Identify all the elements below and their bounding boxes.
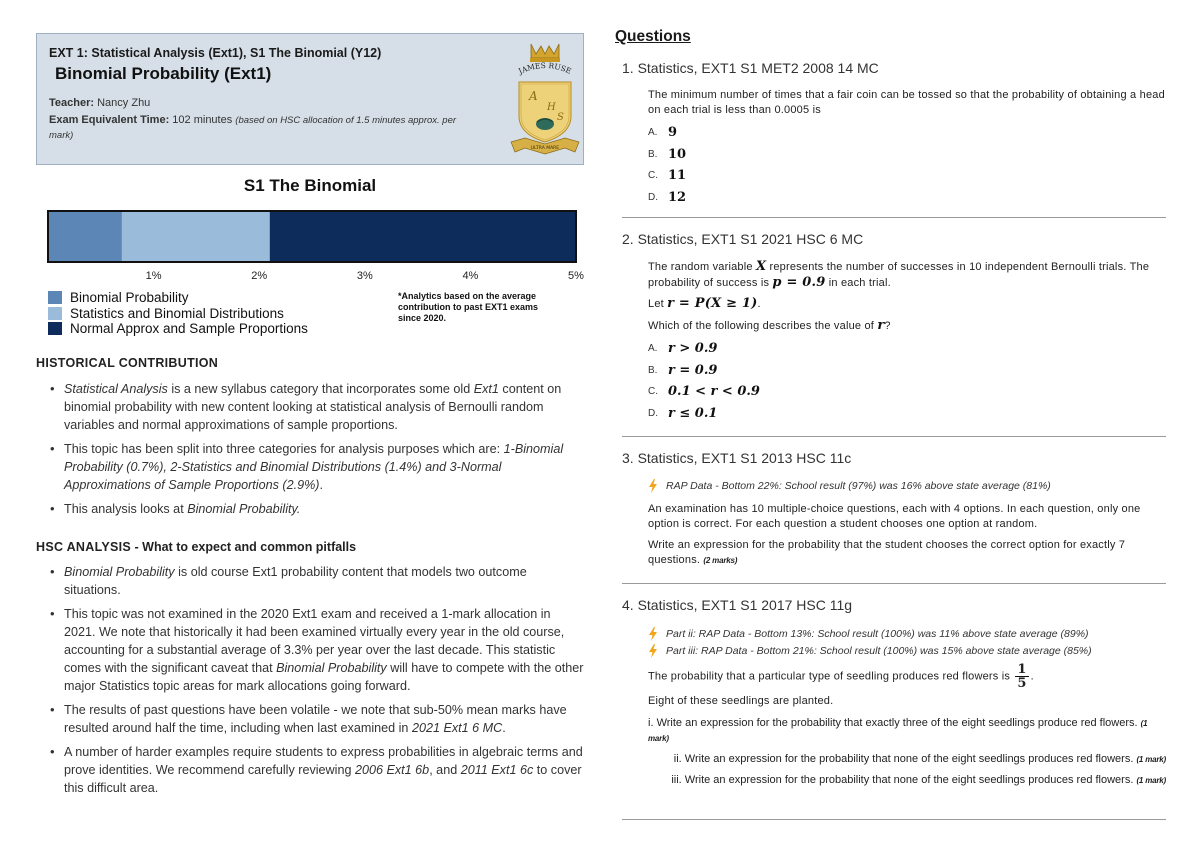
option-a[interactable] (648, 338, 1166, 360)
bullet-text: The results of past questions have been volatile - we note that sub-50% mean marks have resulted around half the time, including when last examined in (64, 703, 567, 735)
question-text (648, 259, 1166, 291)
option-letter: B. (648, 364, 658, 376)
historical-heading: HISTORICAL CONTRIBUTION (36, 356, 219, 370)
legend-item-statistics (48, 306, 308, 322)
bullet-text: Binomial Probability. (187, 502, 301, 516)
part-ii (648, 752, 1166, 767)
bullet-text: . (502, 721, 506, 735)
bullet-text: to cover this difficult area. (64, 763, 582, 795)
bullet-text: . (319, 478, 323, 492)
text-part: Let (648, 298, 668, 310)
bullet-text: 1-Binomial Probability (0.7%), 2-Statistics and Binomial Distributions (1.4%) and 3-Normal Approximations of Sample Proportions (2.9%) (64, 442, 564, 492)
divider (622, 819, 1166, 820)
marks-label: (1 mark) (1136, 755, 1166, 764)
option-b[interactable] (648, 360, 1166, 382)
part-text: Write an expression for the probability that none of the eight seedlings produces red flowers. (684, 753, 1134, 765)
let-line (648, 296, 1166, 312)
question-text-2: Eight of these seedlings are planted. (648, 695, 834, 707)
bars-group (48, 212, 576, 261)
rap-text: RAP Data - Bottom 22%: School result (97%) was 16% above state average (81%) (666, 479, 1051, 492)
exam-time-line (49, 113, 469, 143)
bullet-text: Ext1 (473, 382, 499, 396)
bullet-item (50, 500, 585, 518)
option-value: r ≤ 0.1 (668, 405, 718, 421)
option-letter: C. (648, 386, 658, 398)
legend-label: Normal Approx and Sample Proportions (70, 321, 308, 337)
svg-text:JAMES RUSE (516, 61, 573, 76)
text-part: . (1030, 670, 1034, 683)
option-d[interactable] (648, 187, 1166, 209)
legend-item-binomial (48, 290, 308, 306)
lightning-icon (648, 479, 658, 493)
lightning-icon (648, 644, 658, 658)
question-title: 1. Statistics, EXT1 S1 MET2 2008 14 MC (622, 60, 879, 76)
option-letter: B. (648, 148, 658, 160)
question-3 (622, 450, 1166, 568)
teacher-name: Nancy Zhu (97, 97, 151, 109)
logo-text: JAMES RUSE (517, 60, 573, 76)
text-part: in each trial. (825, 277, 891, 289)
rap-data-line (648, 642, 1166, 659)
logo-letter-a: A (529, 89, 538, 103)
logo-motto: ULTRA MARE (530, 146, 560, 151)
bullet-text: A number of harder examples require students to express probabilities in algebraic terms and prove identities. We recommend carefully reviewing (64, 745, 583, 777)
question-1 (622, 60, 1166, 208)
option-value: 12 (668, 189, 687, 205)
bullet-item (50, 701, 585, 737)
question-text (648, 663, 1166, 690)
questions-heading: Questions (615, 28, 691, 45)
page-title: Binomial Probability (Ext1) (55, 64, 272, 83)
rap-data-line (648, 625, 1166, 642)
rap-text: Part ii: RAP Data - Bottom 13%: School result (100%) was 11% above state average (89%) (666, 627, 1089, 640)
marks-label: (1 mark) (1136, 776, 1166, 785)
part-label: iii. (671, 774, 682, 786)
fraction-denominator: 5 (1017, 676, 1027, 691)
bullet-text: This topic was not examined in the 2020 Ext1 exam and received a 1-mark allocation in 2021. We note that historically it had been examined virtually every year in the old course, accounting for a substantial average of 3.3% per year over the last decade. This statistic comes with the significant caveat that (64, 607, 565, 675)
chart-title: S1 The Binomial (243, 176, 377, 195)
bullet-item (50, 605, 585, 695)
x-tick-label: 3% (356, 270, 373, 282)
option-value: 9 (668, 125, 678, 141)
bullet-item (50, 380, 585, 434)
x-tick-label: 1% (145, 270, 162, 282)
hsc-heading (36, 540, 356, 554)
bullet-text: will have to compete with the other major Statistics topic areas for mark allocations going forward. (64, 661, 584, 693)
question-title: 2. Statistics, EXT1 S1 2021 HSC 6 MC (622, 231, 864, 247)
bullet-item (50, 563, 585, 599)
question-text: An examination has 10 multiple-choice questions, each with 4 options. In each question, only one option is correct. For each question a student chooses one option at random. (648, 503, 1141, 530)
divider (622, 217, 1166, 218)
text-part: The probability that a particular type of seedling produces red flowers is (648, 670, 1014, 683)
question-title: 3. Statistics, EXT1 S1 2013 HSC 11c (622, 450, 852, 466)
divider (622, 583, 1166, 584)
option-value: r > 0.9 (668, 341, 718, 357)
option-value: 10 (668, 146, 687, 162)
hsc-heading-main: HSC ANALYSIS (36, 540, 132, 554)
prompt-text: Write an expression for the probability that the student chooses the correct option for exactly 7 questions. (648, 539, 1126, 566)
teacher-label: Teacher: (49, 97, 95, 109)
text-part: . (757, 298, 761, 310)
bullet-text: is a new syllabus category that incorporates some old (167, 382, 474, 396)
option-value: r = 0.9 (668, 362, 718, 378)
text-part: ? (884, 320, 891, 332)
bullet-text: 2011 Ext1 6c (460, 763, 534, 777)
historical-bullets (50, 380, 585, 524)
logo-letter-h: H (547, 102, 556, 113)
options-list (648, 122, 1166, 208)
subject-line: EXT 1: Statistical Analysis (Ext1), S1 The Binomial (Y12) (49, 46, 382, 60)
legend-label: Binomial Probability (70, 290, 189, 306)
bullet-text: Binomial Probability (64, 565, 175, 579)
legend-swatch (48, 307, 62, 320)
option-letter: D. (648, 407, 658, 419)
bullet-text: This topic has been split into three categories for analysis purposes which are: (64, 442, 504, 456)
part-iii (648, 773, 1166, 788)
bullet-text: content on binomial probability with new content looking at statistical analysis of Bernoulli random variables and normal approximations of sample proportions. (64, 382, 562, 432)
text-part: The random variable (648, 261, 756, 273)
exam-time-note: (based on HSC allocation of 1.5 minutes approx. per mark) (49, 115, 457, 141)
part-label: i. (648, 717, 654, 729)
math-expr: p = 0.9 (772, 275, 826, 290)
x-tick-label: 5% (568, 270, 584, 282)
text-part: represents the number of successes in 10 independent Bernoulli trials. The probability of success is (648, 261, 1150, 289)
option-c[interactable] (648, 165, 1166, 187)
bar-segment-3 (270, 212, 576, 261)
school-crest-icon (505, 38, 585, 162)
bullet-text: , and (429, 763, 461, 777)
marks-label: (2 marks) (703, 556, 738, 565)
hsc-heading-sub: - What to expect and common pitfalls (131, 540, 357, 554)
x-tick-label: 2% (251, 270, 268, 282)
math-var: X (755, 259, 767, 274)
exam-time-value: 102 minutes (172, 114, 233, 126)
part-label: ii. (673, 753, 682, 765)
text-part: Which of the following describes the value of (648, 320, 878, 332)
bullet-text: 2006 Ext1 6b (354, 763, 430, 777)
part-i (648, 716, 1166, 746)
bullet-text: This analysis looks at (64, 502, 188, 516)
options-list (648, 338, 1166, 424)
question-text: The minimum number of times that a fair coin can be tossed so that the probability of obtaining a head on each trial is less than 0.0005 is (648, 89, 1165, 116)
hsc-bullets (50, 563, 585, 803)
bar-segment-2 (122, 212, 270, 261)
question-prompt (648, 538, 1166, 568)
option-a[interactable] (648, 122, 1166, 144)
legend-item-normal (48, 321, 308, 337)
stacked-bar-chart (36, 205, 584, 285)
divider (622, 436, 1166, 437)
teacher-line (49, 97, 150, 109)
option-letter: D. (648, 191, 658, 203)
fraction (1015, 663, 1028, 690)
lightning-icon (648, 627, 658, 641)
which-line (648, 318, 1166, 334)
bullet-text: Statistical Analysis (64, 382, 168, 396)
legend-swatch (48, 322, 62, 335)
bullet-item (50, 440, 585, 494)
option-d[interactable] (648, 403, 1166, 425)
header-box (36, 33, 584, 165)
bullet-item (50, 743, 585, 797)
marks-label: (1 mark) (648, 719, 1148, 743)
chart-legend (48, 290, 308, 337)
bullet-text: is old course Ext1 probability content that models two outcome situations. (64, 565, 527, 597)
question-title: 4. Statistics, EXT1 S1 2017 HSC 11g (622, 597, 853, 613)
rap-text: Part iii: RAP Data - Bottom 21%: School result (100%) was 15% above state average (85%) (666, 644, 1092, 657)
option-letter: A. (648, 343, 658, 355)
question-2 (622, 231, 1166, 424)
legend-swatch (48, 291, 62, 304)
option-value: 11 (668, 168, 687, 184)
option-b[interactable] (648, 144, 1166, 166)
bullet-text: 2021 Ext1 6 MC (411, 721, 503, 735)
legend-label: Statistics and Binomial Distributions (70, 305, 284, 321)
math-expr: r = P(X ≥ 1) (667, 296, 758, 311)
exam-time-label: Exam Equivalent Time: (49, 114, 170, 126)
part-text: Write an expression for the probability that exactly three of the eight seedlings produce red flowers. (656, 717, 1138, 729)
x-tick-label: 4% (462, 270, 479, 282)
chart-note: *Analytics based on the average contribution to past EXT1 exams since 2020. (398, 291, 539, 323)
option-c[interactable] (648, 381, 1166, 403)
tick-labels-group (146, 270, 584, 282)
bar-segment-1 (48, 212, 122, 261)
option-value: 0.1 < r < 0.9 (668, 384, 760, 400)
part-text: Write an expression for the probability that none of the eight seedlings produces red flowers. (684, 774, 1134, 786)
math-var: r (877, 318, 885, 333)
logo-letter-s: S (557, 112, 564, 123)
option-letter: C. (648, 170, 658, 182)
fraction-numerator: 1 (1017, 662, 1027, 677)
bullet-text: Binomial Probability (276, 661, 387, 675)
rap-data-line (648, 477, 1166, 494)
option-letter: A. (648, 127, 658, 139)
question-4 (622, 597, 1166, 792)
